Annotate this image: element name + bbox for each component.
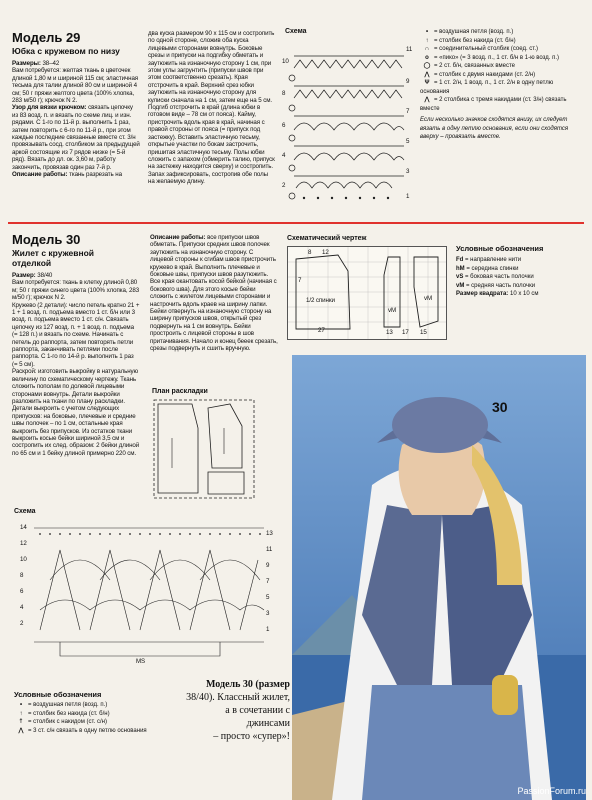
row-number: 2: [282, 182, 286, 189]
model30-legend: Условные обозначения • = воздушная петля (возд. п.) ↑ = столбик без накида (ст. б/н) ϯ = столбик с накидом (ст. с/н) ⋀ = 3 ст. с/н связать в одну петлю основания: [14, 690, 174, 735]
row-number: 5: [406, 138, 410, 145]
layout-plan: [152, 398, 282, 500]
model30-legend2: Условные обозначения Fd = направление нити hM = середина спинки vS = боковая часть полочки vM = средняя часть полочки Размер квадрата: 10 х 10 см: [456, 244, 584, 299]
model30-subtitle: Жилет с кружевной отделкой: [12, 248, 95, 268]
schematic-drawing: 8 12 7 27 1/2 спинки vM vM 13 17 15: [287, 246, 447, 340]
model29-text-col1: Размеры: 38–42 Вам потребуется: желтая ткань в цветочек длиной 1,80 м и шириной 115 см; эластичная тесьма для талии длиной 80 см и шириной 4 см; 50 г пряжи желтого цвета (100% хлопка, 283 м/50 г); крючок N 2. Узор для вязки крючком: связать цепочку из 83 возд. п. и вязать по схеме лиц. и изн. рядами. С 1-го по 11-й р. выполнить 1 раз, затем повторить с 6-го по 11-й р., при этом каждые последние связанные вместе ст. 3/н провязывать сосд. столбиком за предыдущей аркой состоящие из 7 рядов низке (= 5-й ряд). Вязать до дл. ок. 3,60 м, работу закончить, провязав один раз 7-й р. Описание работы: ткань разрезать на: [12, 60, 140, 179]
row-number: 6: [282, 122, 286, 129]
legend-item: о = «пико» (= 3 возд. п., 1 ст. б/н в 1-ю возд. п.): [425, 54, 560, 61]
row-number: 8: [282, 90, 286, 97]
legend-item: Ψ = 1 ст. 2/н, 1 возд. п., 1 ст. 2/н в одну петлю основания: [420, 80, 554, 95]
row-number: 10: [282, 58, 289, 65]
schematic-svg: [288, 247, 446, 339]
photo-illustration: [292, 355, 586, 800]
model29-crochet-chart: [284, 38, 414, 208]
model29-subtitle: Юбка с кружевом по низу: [12, 46, 120, 56]
legend-item: • = воздушная петля (возд. п.): [19, 702, 108, 708]
legend-item: ◯ = 2 ст. б/н, связанных вместе: [423, 63, 516, 69]
legend-item: vM = средняя часть полочки: [456, 282, 536, 289]
layout-title: План раскладки: [152, 388, 208, 395]
photo-number: 30: [492, 399, 508, 415]
row-number: 11: [406, 46, 413, 53]
model30-photo: [292, 355, 586, 800]
crochet-chart-29: [284, 38, 414, 208]
row-number: 7: [406, 108, 410, 115]
legend-item: ↑ = столбик без накида (ст. б/н): [19, 710, 110, 717]
model30-title: Модель 30: [12, 232, 81, 247]
row-number: 9: [406, 78, 410, 85]
legend-item: vS = боковая часть полочки: [456, 274, 534, 280]
legend-item: ↑ = столбик без накида (ст. б/н): [425, 37, 516, 44]
watermark: PassionForum.ru: [517, 786, 586, 796]
model29-legend: [420, 28, 582, 142]
model29-text-col2: два куска размером 90 х 115 см и состропить по одной стороне, сложив оба куска лицевыми сторонами вовнутрь. Боковые срезы и припуски на подгибку обметать и заутюжить на изнаночную сторону 1 см, при этом углы загрунтить (припуски швов при этом соответственно срезать). Края отстрочить в край. Верхний срез юбки заутюжить на изнаночную сторону для кулиски сначала на 1 см, затем еще на 5 см. Подгиб отстрочить в край (длина юбки в готовом виде – 78 см от пояса). Кайму, пристрочить вдоль края в край, начиная с правой стороны от пояса (= припуск под застежку). Вставить эластичную тесьму, открытые участки по бокам застрочить, пришитая эластичную тесьму. Полы юбки сложить с запахом (обмерить талию, припуск на застежку находится сверху) и состропить. Запах зафиксировать, состропив обе полы на желаемую длину.: [148, 30, 275, 186]
grid-size: Размер квадрата: 10 х 10 см: [456, 291, 539, 297]
legend-item: • = воздушная петля (возд. п.): [425, 29, 514, 35]
row-number: 1: [406, 193, 410, 200]
legend-item: ⋀ = 3 ст. с/н связать в одну петлю основания: [18, 727, 147, 734]
legend-item: Fd = направление нити: [456, 257, 522, 263]
crochet-chart-30: [20, 520, 276, 670]
legend-item: ⋀ = столбик с двумя накидами (ст. 2/н): [424, 71, 536, 78]
model30-text-col2: Описание работы: все припуски швов обметать. Припуски средних швов полочек заутюжить на изнаночную сторону. С лицевой стороны к сгибам швов пристрочить кружево в край. Выполнить плечевые и боковые швы, припуски швов разутюжить. Все края окантовать косой бейкой (начиная с бокового шва). Для этого косые бейки сложить с жилетом лицевыми сторонами и настрочить вдоль краев на ширину лапки. Бейки отвернуть на изнаночную сторону на ширину припусков швов, открытый срез подвернуть на 1 см вовнутрь. Бейки простроить с лицевой стороны в шов притачивания. Начало и конец бееек срезать, срезы подвернуть и сшить вручную.: [150, 234, 278, 353]
model29-title: Модель 29: [12, 30, 81, 45]
model30-schema-title: Схема: [14, 508, 36, 515]
legend-note: Если несколько значков сходятся внизу, их следует вязать в одну петлю основания, если они сходятся вверху – провязать вместе.: [420, 117, 569, 140]
layout-plan-svg: [152, 398, 282, 500]
photo-caption: Модель 30 (размер 38/40). Классный жилет, а в сочетании с джинсами – просто «супер»!: [186, 679, 290, 742]
legend-item: hM = середина спинки: [456, 265, 519, 272]
pattern-chart-title: Схематический чертеж: [287, 235, 367, 242]
legend-item: ϯ = столбик с накидом (ст. с/н): [19, 719, 107, 725]
model30-crochet-chart: 14 12 10 8 6 4 2 13 11 9 7 5 3 1 MS: [20, 520, 276, 670]
row-number: 3: [406, 168, 410, 175]
row-number: 4: [282, 152, 286, 159]
ms-label: MS: [136, 658, 146, 665]
legend-item: ⋀ = 2 столбика с тремя накидами (ст. 3/н) связать вместе: [420, 97, 567, 112]
model30-text-col1: Размер: 38/40 Вам потребуется: ткань в клетку длиной 0,80 м; 50 г пряжи синего цвета (100% хлопка, 283 м/50 г); крючок N 2. Кружево (2 детали): число петель кратно 21 + 1 + 1 возд. п. подъема вместо 1 ст. б/н или 3 возд. п. подъема вместо 1 ст. с/н. Связать цепочку из 127 возд. п. + 1 возд. п. подъема (= 128 п.) и вязать по схеме. Начинать с петель до раппорта, затем повторять петли раппорта, заканчивать петлями после раппорта. С 1-го по 14-й р. выполнить 1 раз (= 5 см). Раскрой: изготовить выкройку в натуральную величину по схематическому чертежу. Ткань сложить пополам по долевой лицевыми сторонами вовнутрь. Детали выкройки разложить на ткани по плану раскладки. Детали выкроить с учетом следующих припусков: на боковые, плечевые и средние швы полочек – по 1 см, остальные края выкроить без припусков. Из остатков ткани выкроить косые бейки шириной 3,5 см и состропить их след. образом: 2 бейки длиной по 65 см и 1 бейку длиной примерно 220 см.: [12, 272, 140, 457]
legend-item: ∩ = соединительный столбик (соед. ст.): [424, 46, 539, 52]
model29-schema-title: Схема: [285, 28, 307, 35]
section-divider: [8, 222, 584, 224]
